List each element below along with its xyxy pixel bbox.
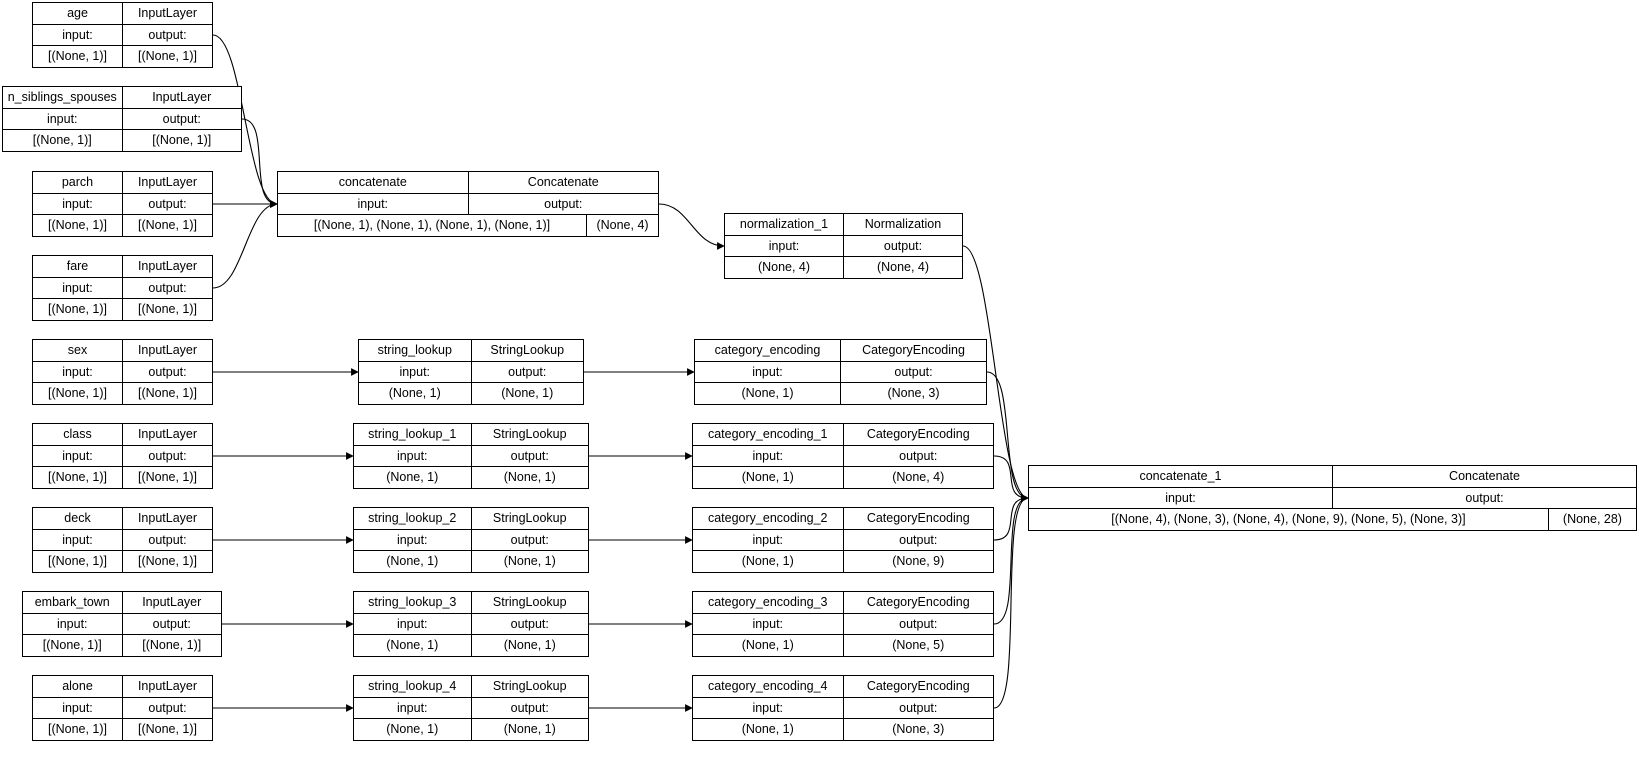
edge-fare-to-concatenate	[213, 204, 277, 288]
graph-node-string_lookup_4[interactable]	[353, 675, 589, 741]
node-name: category_encoding_4	[707, 679, 828, 694]
node-name: string_lookup_4	[368, 679, 457, 694]
node-type: InputLayer	[122, 87, 242, 108]
node-output-label: output:	[122, 109, 242, 130]
node-type: CategoryEncoding	[843, 508, 994, 529]
node-output-label: output:	[122, 25, 212, 46]
graph-node-normalization_1[interactable]	[724, 213, 963, 279]
node-input-shape: [(None, 1)]	[47, 302, 108, 317]
node-output-shape: (None, 1)	[471, 551, 589, 572]
node-type: InputLayer	[122, 256, 212, 277]
node-output-shape: (None, 1)	[471, 719, 589, 740]
node-input-label: input:	[396, 448, 428, 463]
node-input-shape: (None, 1)	[741, 386, 794, 401]
graph-node-string_lookup_2[interactable]	[353, 507, 589, 573]
node-name: category_encoding	[714, 343, 821, 358]
node-input-shape: [(None, 1)]	[42, 638, 102, 653]
graph-node-category_encoding_1[interactable]	[692, 423, 994, 489]
node-name: string_lookup	[377, 343, 452, 358]
node-input-label: input:	[62, 700, 93, 715]
node-input-label: input:	[768, 238, 800, 253]
node-type: InputLayer	[122, 172, 212, 193]
node-name: category_encoding_1	[707, 427, 828, 442]
node-name: age	[67, 6, 88, 21]
graph-node-string_lookup[interactable]	[358, 339, 584, 405]
edge-category_encoding_1-to-concatenate_1	[994, 456, 1028, 498]
node-type: InputLayer	[122, 424, 212, 445]
node-input-label: input:	[399, 364, 431, 379]
node-name: category_encoding_2	[707, 511, 828, 526]
node-input-shape: [(None, 1)]	[47, 470, 108, 485]
node-output-shape: (None, 4)	[586, 215, 658, 236]
node-input-label: input:	[752, 364, 783, 379]
node-type: CategoryEncoding	[840, 340, 986, 361]
node-name: deck	[64, 511, 91, 526]
node-output-shape: (None, 3)	[840, 383, 986, 404]
node-name: category_encoding_3	[707, 595, 828, 610]
node-name: fare	[66, 259, 89, 274]
node-input-shape: (None, 1)	[388, 386, 441, 401]
edge-category_encoding_3-to-concatenate_1	[994, 498, 1028, 624]
node-input-label: input:	[752, 532, 784, 547]
graph-node-age[interactable]	[32, 2, 213, 68]
node-input-shape: (None, 1)	[386, 470, 439, 485]
node-name: alone	[62, 679, 93, 694]
node-output-label: output:	[122, 698, 212, 719]
node-output-label: output:	[843, 530, 994, 551]
node-type: InputLayer	[122, 340, 212, 361]
node-input-label: input:	[62, 448, 93, 463]
node-type: StringLookup	[471, 676, 589, 697]
node-output-shape: [(None, 1)]	[122, 719, 212, 740]
graph-node-category_encoding[interactable]	[694, 339, 987, 405]
node-name: concatenate	[338, 175, 407, 190]
graph-node-parch[interactable]	[32, 171, 213, 237]
node-name: class	[63, 427, 92, 442]
node-name: string_lookup_2	[368, 511, 457, 526]
edge-concatenate-to-normalization_1	[659, 204, 724, 246]
node-output-shape: (None, 5)	[843, 635, 994, 656]
node-name: normalization_1	[739, 217, 829, 232]
edge-n_siblings_spouses-to-concatenate	[242, 119, 277, 204]
node-output-shape: (None, 28)	[1548, 509, 1636, 530]
node-input-shape: [(None, 4), (None, 3), (None, 4), (None, 9), (None, 5), (None, 3)]	[1111, 512, 1466, 527]
node-input-label: input:	[62, 280, 93, 295]
node-input-label: input:	[357, 196, 389, 211]
node-output-label: output:	[843, 446, 994, 467]
graph-node-alone[interactable]	[32, 675, 213, 741]
node-output-label: output:	[843, 614, 994, 635]
node-output-shape: (None, 3)	[843, 719, 994, 740]
node-type: CategoryEncoding	[843, 424, 994, 445]
node-input-label: input:	[56, 616, 88, 631]
node-type: CategoryEncoding	[843, 592, 994, 613]
node-name: string_lookup_1	[368, 427, 457, 442]
node-input-shape: (None, 1)	[386, 638, 439, 653]
node-input-label: input:	[752, 700, 784, 715]
node-type: InputLayer	[122, 676, 212, 697]
node-name: n_siblings_spouses	[7, 90, 117, 105]
graph-node-string_lookup_1[interactable]	[353, 423, 589, 489]
node-name: sex	[67, 343, 88, 358]
node-name: embark_town	[34, 595, 110, 610]
node-output-label: output:	[468, 194, 659, 215]
node-input-shape: (None, 1)	[741, 722, 794, 737]
node-type: Normalization	[843, 214, 962, 235]
node-output-shape: (None, 9)	[843, 551, 994, 572]
node-input-label: input:	[396, 532, 428, 547]
node-input-shape: (None, 1)	[741, 470, 794, 485]
node-input-label: input:	[62, 364, 93, 379]
graph-node-embark_town[interactable]	[22, 591, 222, 657]
node-output-label: output:	[471, 362, 584, 383]
node-input-shape: (None, 1)	[741, 638, 794, 653]
node-output-label: output:	[471, 614, 589, 635]
node-type: StringLookup	[471, 340, 584, 361]
node-output-label: output:	[843, 236, 962, 257]
node-input-shape: [(None, 1)]	[47, 386, 108, 401]
node-input-label: input:	[62, 532, 93, 547]
node-type: InputLayer	[122, 3, 212, 24]
graph-node-n_siblings_spouses[interactable]	[2, 86, 242, 152]
node-input-label: input:	[752, 448, 784, 463]
node-type: Concatenate	[468, 172, 659, 193]
node-output-label: output:	[1332, 488, 1636, 509]
node-output-shape: (None, 4)	[843, 467, 994, 488]
node-output-shape: (None, 1)	[471, 467, 589, 488]
node-output-label: output:	[122, 194, 212, 215]
node-output-shape: [(None, 1)]	[122, 467, 212, 488]
graph-node-category_encoding_3[interactable]	[692, 591, 994, 657]
graph-node-category_encoding_2[interactable]	[692, 507, 994, 573]
node-output-label: output:	[840, 362, 986, 383]
node-name: string_lookup_3	[368, 595, 457, 610]
node-input-shape: [(None, 1)]	[47, 49, 108, 64]
node-type: Concatenate	[1332, 466, 1636, 487]
graph-node-category_encoding_4[interactable]	[692, 675, 994, 741]
node-input-label: input:	[62, 196, 93, 211]
node-input-label: input:	[1165, 490, 1196, 505]
node-output-shape: (None, 1)	[471, 383, 584, 404]
node-output-label: output:	[843, 698, 994, 719]
node-input-shape: (None, 1)	[741, 554, 794, 569]
node-output-shape: [(None, 1)]	[122, 215, 212, 236]
graph-node-string_lookup_3[interactable]	[353, 591, 589, 657]
graph-node-fare[interactable]	[32, 255, 213, 321]
node-output-shape: [(None, 1)]	[122, 551, 212, 572]
node-output-shape: [(None, 1)]	[122, 383, 212, 404]
edge-category_encoding_4-to-concatenate_1	[994, 498, 1028, 708]
graph-node-sex[interactable]	[32, 339, 213, 405]
node-input-shape: [(None, 1)]	[47, 218, 108, 233]
node-output-shape: (None, 1)	[471, 635, 589, 656]
node-type: CategoryEncoding	[843, 676, 994, 697]
node-input-shape: (None, 4)	[757, 260, 811, 275]
node-output-shape: (None, 4)	[843, 257, 962, 278]
node-input-shape: (None, 1)	[386, 722, 439, 737]
node-output-label: output:	[471, 446, 589, 467]
node-input-label: input:	[46, 111, 78, 126]
node-output-label: output:	[122, 530, 212, 551]
node-type: InputLayer	[122, 592, 222, 613]
node-input-shape: [(None, 1)]	[47, 722, 108, 737]
node-output-label: output:	[122, 446, 212, 467]
node-type: StringLookup	[471, 508, 589, 529]
node-input-label: input:	[396, 616, 428, 631]
node-input-label: input:	[752, 616, 784, 631]
node-name: parch	[61, 175, 94, 190]
graph-node-deck[interactable]	[32, 507, 213, 573]
graph-node-concatenate_1[interactable]	[1028, 465, 1637, 531]
node-input-label: input:	[396, 700, 428, 715]
node-output-label: output:	[471, 698, 589, 719]
graph-node-concatenate[interactable]	[277, 171, 659, 237]
node-output-shape: [(None, 1)]	[122, 635, 222, 656]
node-input-shape: [(None, 1)]	[32, 133, 92, 148]
node-input-shape: [(None, 1), (None, 1), (None, 1), (None, 1)]	[313, 218, 551, 233]
node-type: StringLookup	[471, 424, 589, 445]
node-output-label: output:	[122, 614, 222, 635]
node-type: InputLayer	[122, 508, 212, 529]
node-input-shape: [(None, 1)]	[47, 554, 108, 569]
node-type: StringLookup	[471, 592, 589, 613]
node-output-label: output:	[122, 362, 212, 383]
edge-category_encoding_2-to-concatenate_1	[994, 498, 1028, 540]
node-output-label: output:	[471, 530, 589, 551]
node-input-shape: (None, 1)	[386, 554, 439, 569]
node-output-shape: [(None, 1)]	[122, 46, 212, 67]
node-output-shape: [(None, 1)]	[122, 299, 212, 320]
node-output-label: output:	[122, 278, 212, 299]
node-output-shape: [(None, 1)]	[122, 130, 242, 151]
graph-node-class[interactable]	[32, 423, 213, 489]
node-input-label: input:	[62, 27, 93, 42]
node-name: concatenate_1	[1139, 469, 1222, 484]
